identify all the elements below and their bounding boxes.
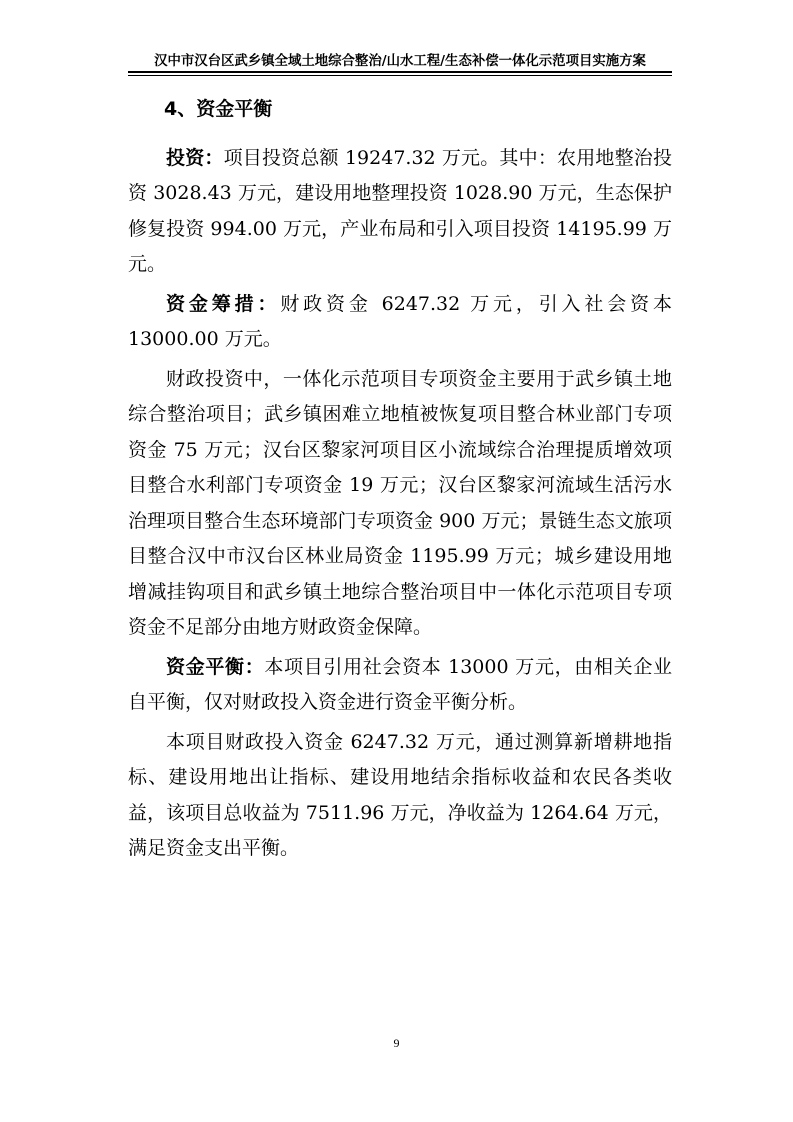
fiscal-paragraph: 财政投资中，一体化示范项目专项资金主要用于武乡镇土地综合整治项目；武乡镇困难立地植被恢复项目整合林业部门专项资金 75 万元；汉台区黎家河项目区小流域综合治理提质增效项目整合水利部门专项资金 19 万元；汉台区黎家河流域生活污水治理项目整合生态环境部门专项资金 900 万元；景链生态文旅项目整合汉中市汉台区林业局资金 1195.99 万元；城乡建设用地增减挂钩项目和武乡镇土地综合整治项目中一体化示范项目专项资金不足部分由地方财政资金保障。 [128,367,672,638]
financing-text: 财政资金 6247.32 万元，引入社会资本 13000.00 万元。 [128,292,672,350]
header-rule-thin [128,75,672,76]
revenue-paragraph: 本项目财政投入资金 6247.32 万元，通过测算新增耕地指标、建设用地出让指标、建设用地结余指标收益和农民各类收益，该项目总收益为 7511.96 万元，净收益为 1264.64 万元，满足资金支出平衡。 [128,730,672,859]
financing-label: 资金筹措： [166,292,281,315]
header-rule [128,71,672,73]
balance-text: 本项目引用社会资本 13000 万元，由相关企业自平衡，仅对财政投入资金进行资金平衡分析。 [128,655,672,713]
document-header: 汉中市汉台区武乡镇全域土地综合整治/山水工程/生态补偿一体化示范项目实施方案 [154,54,646,69]
financing-paragraph [128,287,672,358]
investment-label: 投资： [166,146,224,169]
investment-text: 项目投资总额 19247.32 万元。其中：农用地整治投资 3028.43 万元，建设用地整理投资 1028.90 万元，生态保护修复投资 994.00 万元，产业布局和引入项目投资 14195.99 万元。 [128,146,672,275]
investment-paragraph [128,141,672,283]
section-heading: 4、资金平衡 [164,98,273,120]
balance-label: 资金平衡： [166,655,265,678]
page-number: 9 [393,1036,400,1050]
document-body [128,92,672,871]
balance-paragraph [128,650,672,721]
